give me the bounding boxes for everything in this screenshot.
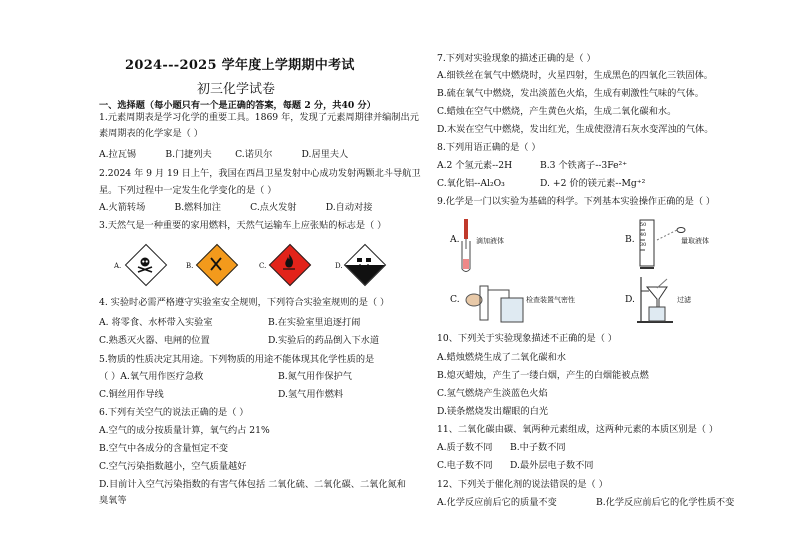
q11-option-b: B.中子数不同 [510,442,566,453]
dropper-tube-icon [461,219,501,274]
q8-stem: 8.下列用语正确的是（ ） [437,142,541,153]
q11-option-a: A.质子数不同 [437,442,493,453]
q4-stem: 4. 实验时必需严格遵守实验室安全规则，下列符合实验室规则的是（ ） [99,297,390,308]
q8-option-b: B.3 个铁离子--3Fe²⁺ [540,160,628,171]
q2-line1: 2.2024 年 9 月 19 日上午，我国在西昌卫星发射中心成功发射两颗北斗导航卫 [99,168,421,179]
corrosion-icon [354,253,374,273]
q8-option-d: D. +2 价的镁元素--Mg⁺² [540,178,646,189]
flame-icon [279,252,299,272]
q5-stem: 5.物质的性质决定其用途。下列物质的用途不能体现其化学性质的是 [99,354,375,365]
q11-stem: 11、二氧化碳由碳、氧两种元素组成，这两种元素的本质区别是（ ） [437,424,719,435]
sign-a-label: A. [114,262,122,270]
q12-option-a: A.化学反应前后它的质量不变 [437,497,557,508]
q6-option-d-cont: 臭氧等 [99,495,127,506]
q10-option-c: C.氢气燃烧产生淡蓝色火焰 [437,388,548,399]
q10-option-a: A.蜡烛燃烧生成了二氧化碳和水 [437,352,566,363]
lab-d-text: 过滤 [677,296,691,304]
q6-option-a: A.空气的成分按质量计算，氧气约占 21% [99,425,270,436]
skull-icon [135,254,155,274]
filtration-setup-icon [637,275,677,325]
cross-icon [206,254,226,274]
exam-title: 2024---2025 学年度上学期期中考试 [125,58,355,73]
exam-subtitle: 初三化学试卷 [197,82,276,97]
q7-option-a: A.细铁丝在氧气中燃烧时，火星四射，生成黑色的四氧化三铁固体。 [437,70,713,81]
q11-option-c: C.电子数不同 [437,460,493,471]
q4-option-a: A. 将零食、水杯带入实验室 [99,317,213,328]
q4-option-d: D.实验后的药品倒入下水道 [268,335,380,346]
q7-option-d: D.木炭在空气中燃烧，发出红光，生成使澄清石灰水变浑浊的气体。 [437,124,714,135]
lab-c-label: C. [450,294,460,305]
lab-b-text: 量取液体 [681,237,709,245]
q2-line2: 星。下列过程中一定发生化学变化的是（ ） [99,185,277,196]
section-heading: 一、选择题（每小题只有一个是正确的答案，每题 2 分，共40 分） [99,100,376,111]
lab-b-label: B. [625,234,635,245]
q1-line1: 1.元素周期表是学习化学的重要工具。1869 年，发现了元素周期律并编制出元 [99,112,419,123]
q11-option-d: D.最外层电子数不同 [510,460,594,471]
q6-option-b: B.空气中各成分的含量恒定不变 [99,443,229,454]
scale-50: 50 [640,222,647,228]
q7-option-b: B.硫在氧气中燃烧，发出淡蓝色火焰，生成有刺激性气味的气体。 [437,88,704,99]
q1-options: A.拉瓦锡 B.门捷列夫 C.诺贝尔 D.居里夫人 [99,149,349,160]
q10-option-d: D.镁条燃烧发出耀眼的白光 [437,406,549,417]
q10-stem: 10、下列关于实验现象描述不正确的是（ ） [437,333,617,344]
scale-30: 30 [640,242,647,248]
q5-option-c: C.铜丝用作导线 [99,389,164,400]
q7-option-c: C.蜡烛在空气中燃烧，产生黄色火焰，生成二氧化碳和水。 [437,106,677,117]
q5-option-a: （ ）A.氧气用作医疗急救 [99,371,204,382]
lab-c-text: 检查装置气密性 [526,296,575,304]
lab-d-label: D. [625,294,635,305]
q2-options: A.火箭转场 B.燃料加注 C.点火发射 D.自动对接 [99,202,373,213]
scale-40: 40 [640,232,647,238]
sign-c-label: C. [259,262,267,270]
q8-option-a: A.2 个氢元素--2H [437,160,513,171]
q6-stem: 6.下列有关空气的说法正确的是（ ） [99,407,249,418]
q4-option-c: C.熟悉灭火器、电闸的位置 [99,335,210,346]
q8-option-c: C.氧化铝--Al₂O₃ [437,178,505,189]
q12-stem: 12、下列关于催化剂的说法错误的是（ ） [437,479,608,490]
lab-a-text: 滴加液体 [476,237,504,245]
q5-option-b: B.氮气用作保护气 [278,371,352,382]
sign-b-label: B. [186,262,194,270]
q12-option-b: B.化学反应前后它的化学性质不变 [596,497,735,508]
q6-option-d: D.目前计入空气污染指数的有害气体包括 二氧化硫、二氧化碳、二氧化氮和 [99,479,406,490]
sign-d-label: D. [335,262,343,270]
q6-option-c: C.空气污染指数越小，空气质量越好 [99,461,247,472]
q9-stem: 9.化学是一门以实验为基础的科学。下列基本实验操作正确的是（ ） [437,196,716,207]
lab-a-label: A. [450,234,460,245]
q3-stem: 3.天然气是一种重要的家用燃料，天然气运输车上应张贴的标志是（ ） [99,220,387,231]
q4-option-b: B.在实验室里追逐打闹 [268,317,361,328]
q10-option-b: B.熄灭蜡烛，产生了一缕白烟，产生的白烟能被点燃 [437,370,649,381]
q1-line2: 素周期表的化学家是（ ） [99,128,203,139]
q7-stem: 7.下列对实验现象的描述正确的是（ ） [437,53,596,64]
q5-option-d: D.氢气用作燃料 [278,389,344,400]
